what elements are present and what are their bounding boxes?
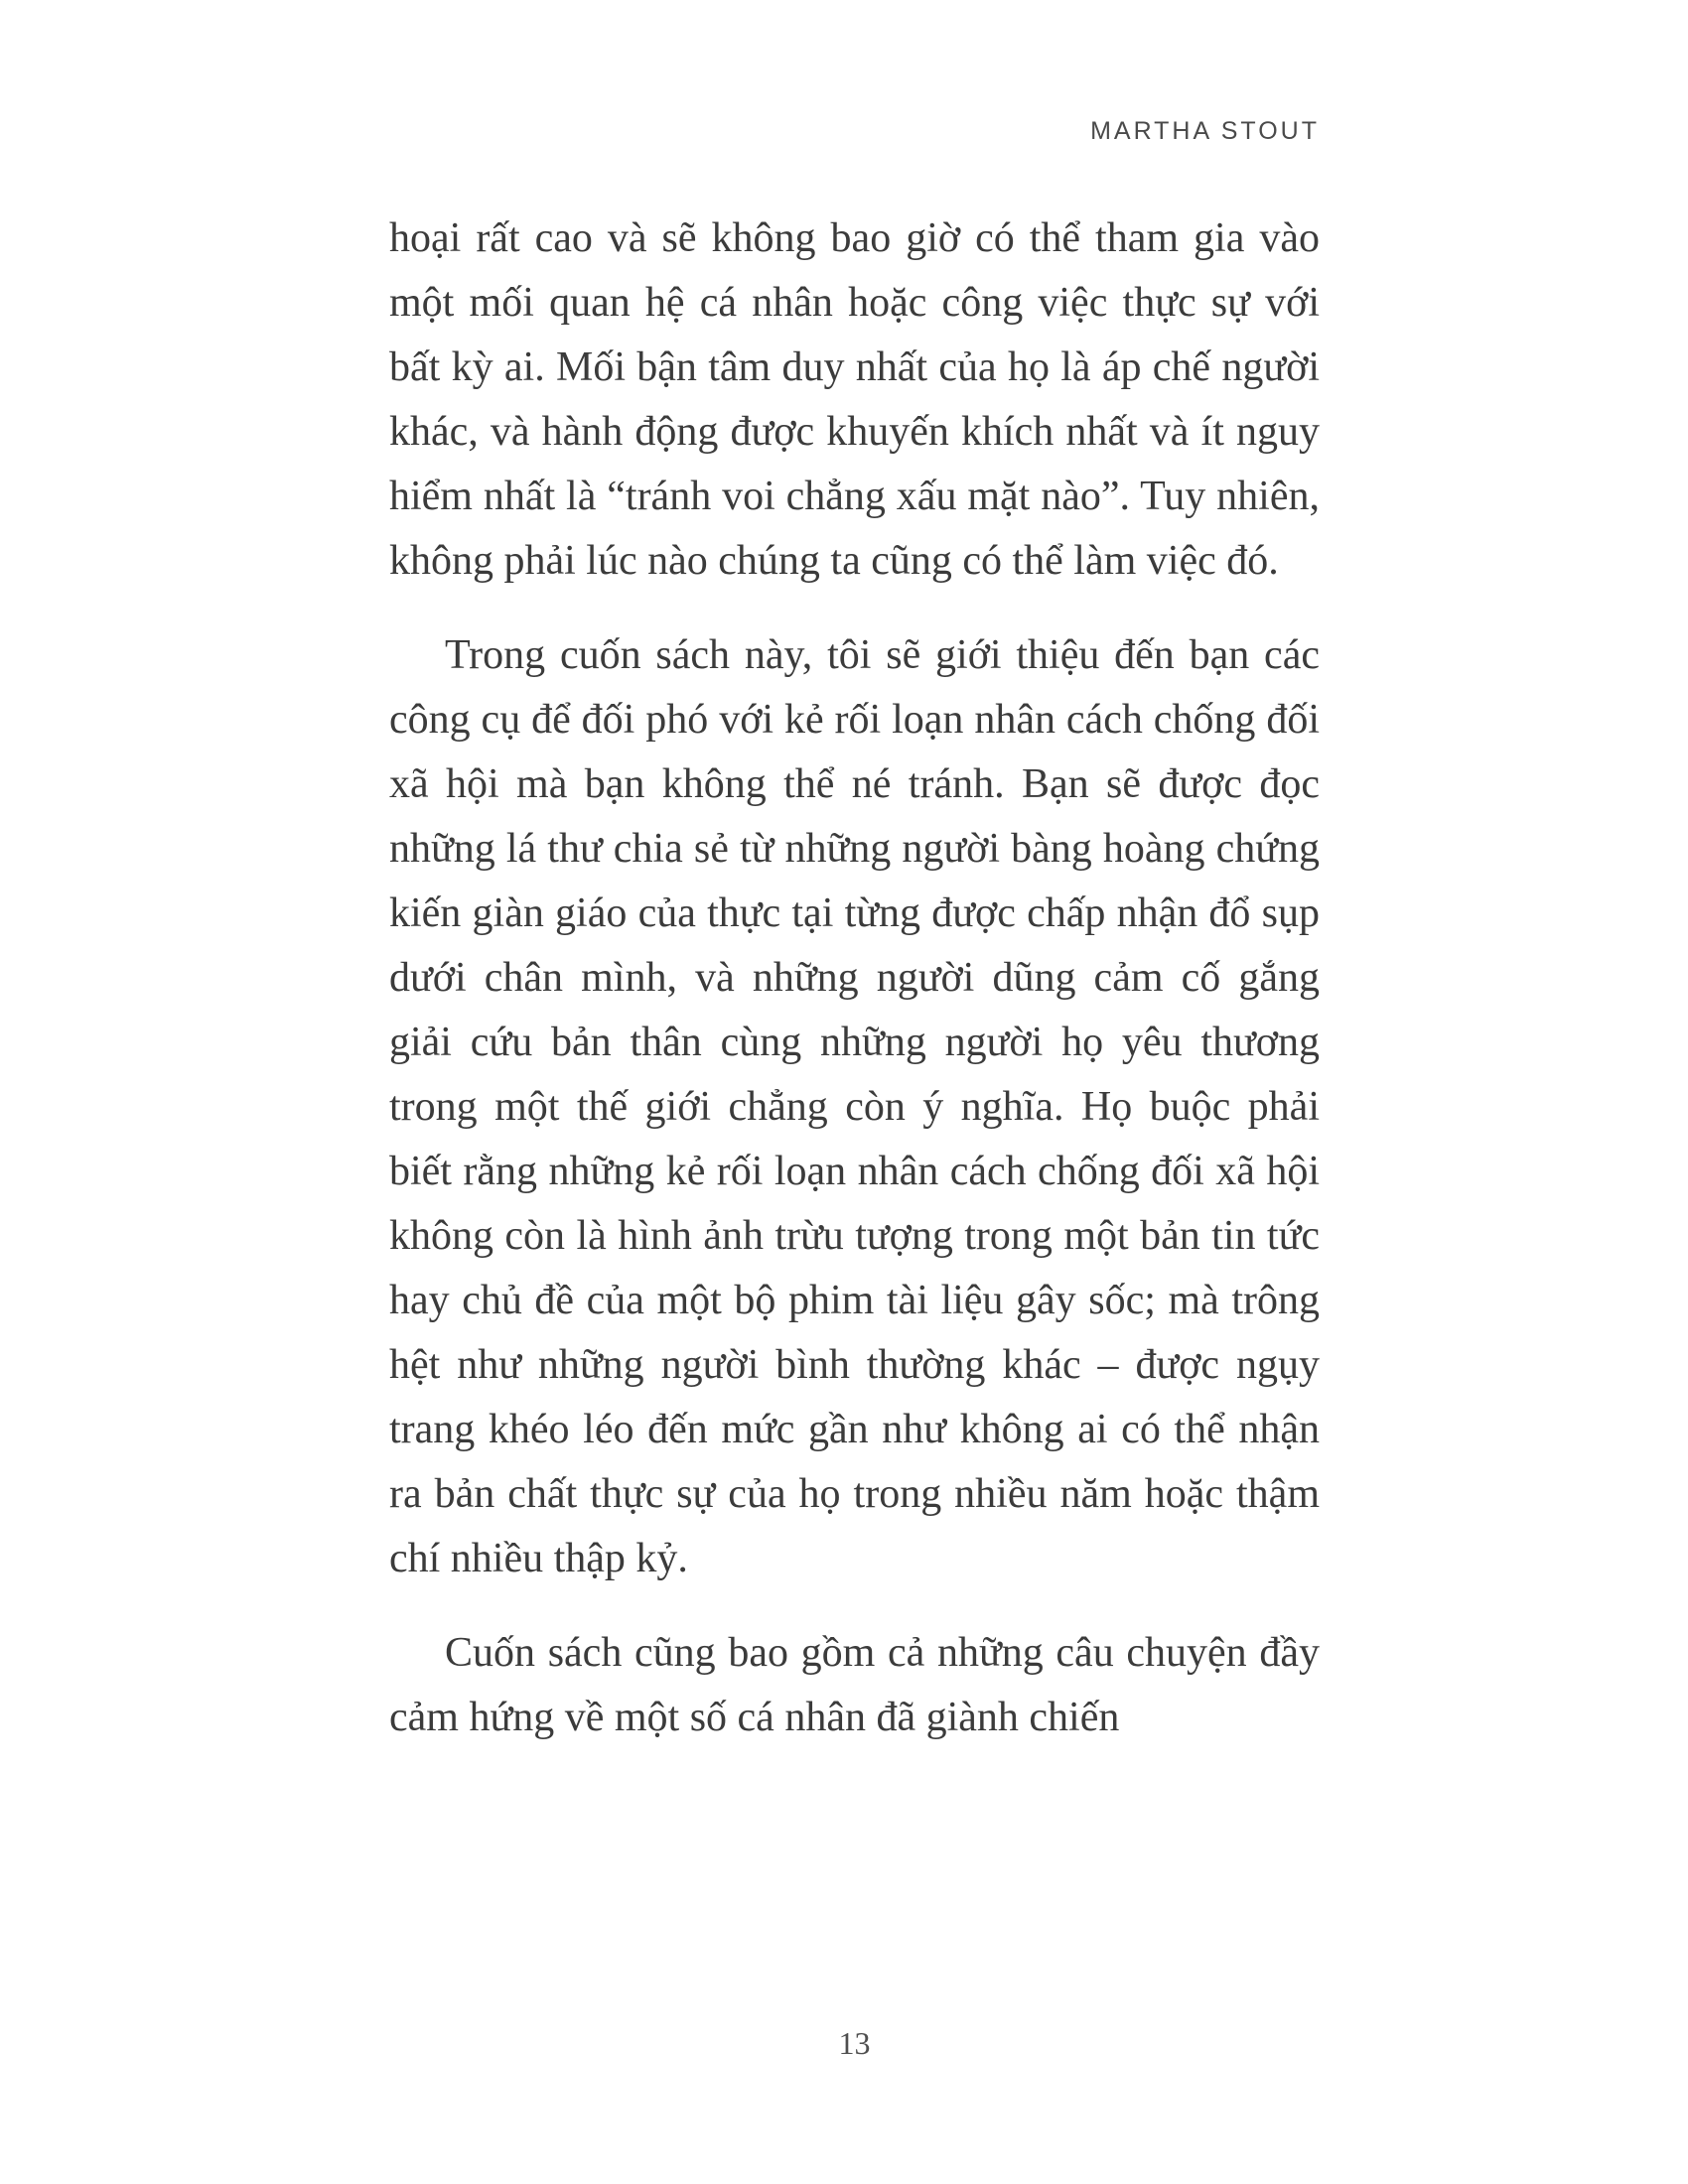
paragraph: Cuốn sách cũng bao gồm cả những câu chuyện đầy cảm hứng về một số cá nhân đã giành chiến <box>389 1630 1320 1740</box>
running-header-author: MARTHA STOUT <box>1090 117 1320 145</box>
body-text <box>389 206 1320 1780</box>
page-number: 13 <box>838 2025 871 2061</box>
paragraph: hoại rất cao và sẽ không bao giờ có thể tham gia vào một mối quan hệ cá nhân hoặc công việc thực sự với bất kỳ ai. Mối bận tâm duy nhất của họ là áp chế người khác, và hành động được khuyến khích nhất và ít nguy hiểm nhất là “tránh voi chẳng xấu mặt nào”. Tuy nhiên, không phải lúc nào chúng ta cũng có thể làm việc đó. <box>389 215 1320 584</box>
paragraph: Trong cuốn sách này, tôi sẽ giới thiệu đến bạn các công cụ để đối phó với kẻ rối loạn nhân cách chống đối xã hội mà bạn không thể né tránh. Bạn sẽ được đọc những lá thư chia sẻ từ những người bàng hoàng chứng kiến giàn giáo của thực tại từng được chấp nhận đổ sụp dưới chân mình, và những người dũng cảm cố gắng giải cứu bản thân cùng những người họ yêu thương trong một thế giới chẳng còn ý nghĩa. Họ buộc phải biết rằng những kẻ rối loạn nhân cách chống đối xã hội không còn là hình ảnh trừu tượng trong một bản tin tức hay chủ đề của một bộ phim tài liệu gây sốc; mà trông hệt như những người bình thường khác – được ngụy trang khéo léo đến mức gần như không ai có thể nhận ra bản chất thực sự của họ trong nhiều năm hoặc thậm chí nhiều thập kỷ. <box>389 632 1320 1581</box>
